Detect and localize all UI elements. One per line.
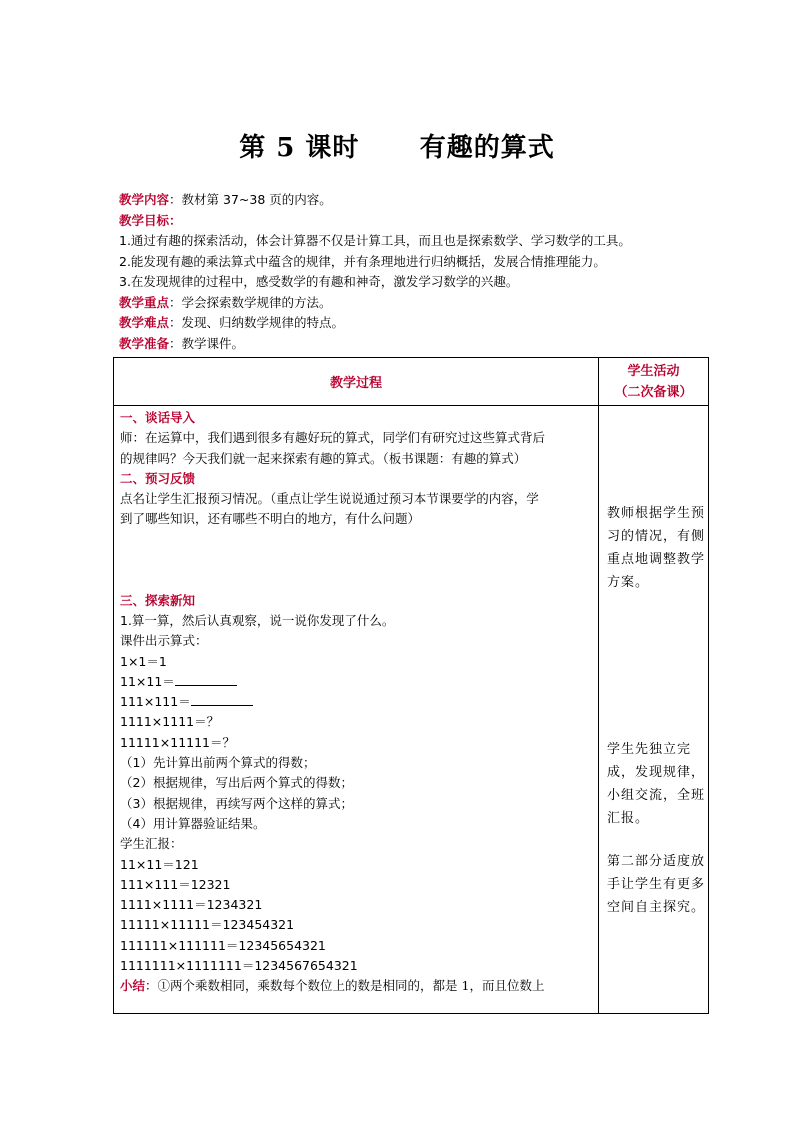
explore-line: 1.算一算，然后认真观察，说一说你发现了什么。 (120, 612, 395, 628)
explore-blank-line: 11×11＝ (120, 672, 593, 692)
section-preview-line: 到了哪些知识，还有哪些不明白的地方，有什么问题） (120, 511, 421, 527)
report-equation: 1111×1111＝1234321 (120, 897, 263, 913)
explore-step: （1）先计算出前两个算式的得数； (120, 755, 316, 771)
activity-note: 教师根据学生预习的情况，有侧重点地调整教学方案。 (607, 506, 706, 590)
report-equation: 111111×111111＝12345654321 (120, 937, 326, 953)
explore-step: （4）用计算器验证结果。 (120, 815, 266, 831)
meta-goals: 教学目标： (119, 212, 182, 228)
meta-goal-3: 3.在发现规律的过程中，感受数学的有趣和神奇，激发学习数学的兴趣。 (119, 274, 519, 289)
lesson-table (113, 357, 709, 1014)
explore-step: （3）根据规律，再续写两个这样的算式； (120, 795, 353, 811)
activity-note: 学生先独立完成，发现规律，小组交流，全班汇报。 (607, 742, 706, 826)
report-equation: 1111111×1111111＝1234567654321 (120, 958, 358, 974)
explore-step: （2）根据规律，写出后两个算式的得数； (120, 775, 353, 791)
answer-blank (175, 673, 237, 686)
section-intro-line: 的规律吗？今天我们就一起来探索有趣的算式。（板书课题：有趣的算式） (120, 450, 527, 466)
section-intro-title: 一、谈话导入 (120, 410, 196, 425)
explore-line: 1111×1111＝？ (120, 714, 220, 730)
activity-note: 第二部分适度放手让学生有更多空间自主探究。 (607, 854, 706, 915)
section-intro-line: 师：在运算中，我们遇到很多有趣好玩的算式，同学们有研究过这些算式背后 (120, 430, 546, 446)
answer-blank (191, 693, 253, 706)
meta-goal-1: 1.通过有趣的探索活动，体会计算器不仅是计算工具，而且也是探索数学、学习数学的工具。 (119, 233, 631, 248)
report-equation: 111×111＝12321 (120, 876, 231, 892)
explore-blank-line: 111×111＝ (120, 692, 593, 712)
meta-goal-2: 2.能发现有趣的乘法算式中蕴含的规律，并有条理地进行归纳概括，发展合情推理能力。 (119, 253, 606, 269)
student-activity-body (599, 406, 709, 1014)
section-explore-title: 三、探索新知 (120, 592, 196, 608)
explore-line: 学生汇报： (120, 836, 183, 852)
header-teaching-process: 教学过程 (114, 358, 599, 406)
report-equation: 11111×11111＝123454321 (120, 917, 295, 933)
lesson-meta (119, 190, 631, 354)
spacer (120, 550, 593, 570)
spacer (120, 570, 593, 590)
meta-preparation: 教学准备：教学课件。 (119, 335, 245, 351)
explore-line: 11111×11111＝？ (120, 734, 236, 750)
meta-difficulty: 教学难点：发现、归纳数学规律的特点。 (119, 315, 345, 330)
header-student-activity: 学生活动 （二次备课） (599, 358, 709, 406)
page-title: 第 5 课时 有趣的算式 (239, 133, 555, 163)
section-preview-line: 点名让学生汇报预习情况。（重点让学生说说通过预习本节课要学的内容，学 (120, 491, 539, 507)
section-preview-title: 二、预习反馈 (120, 470, 196, 486)
report-equation: 11×11＝121 (120, 856, 199, 872)
meta-content: 教学内容：教材第 37~38 页的内容。 (119, 192, 332, 207)
explore-line: 1×1＝1 (120, 653, 167, 669)
explore-line: 课件出示算式： (120, 633, 208, 649)
teaching-process-body (114, 406, 599, 1014)
meta-key-point: 教学重点：学会探索数学规律的方法。 (119, 294, 332, 310)
summary-line: 小结：①两个乘数相同，乘数每个数位上的数是相同的，都是 1，而且位数上 (120, 978, 545, 994)
spacer (120, 530, 593, 550)
